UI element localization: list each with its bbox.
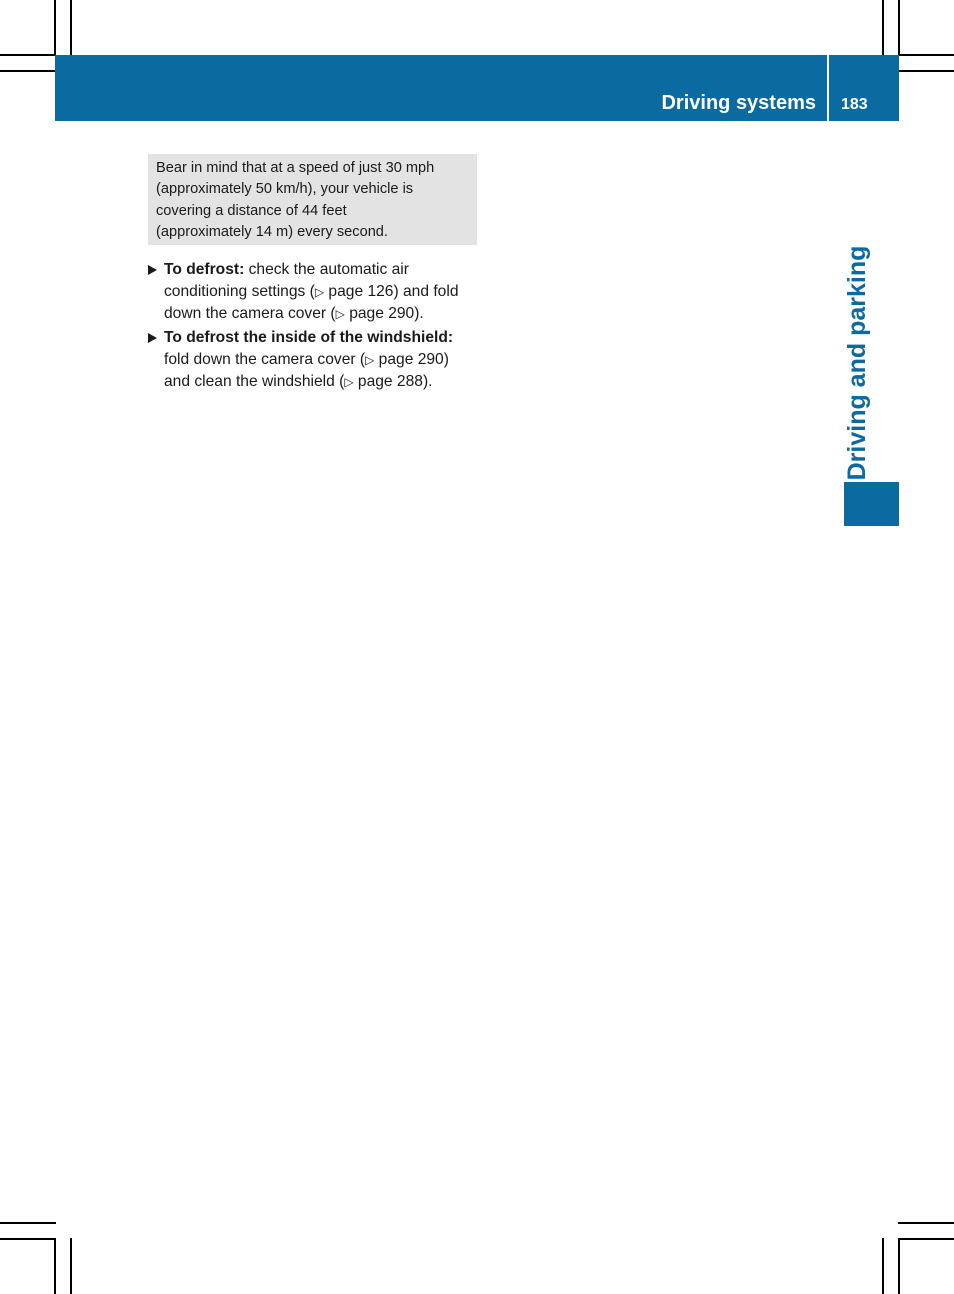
crop-mark: [0, 54, 56, 56]
page-header: [55, 55, 899, 121]
crop-mark: [70, 1238, 72, 1294]
note-line: (approximately 14 m) every second.: [156, 223, 388, 240]
crop-mark: [898, 54, 954, 56]
step-text: down the camera cover (: [164, 305, 336, 322]
step-text: ) and fold: [393, 283, 459, 300]
crop-mark: [70, 0, 72, 56]
step-arrow-icon: [148, 265, 157, 275]
crop-mark: [898, 1238, 954, 1240]
step-heading: To defrost:: [164, 261, 245, 278]
page-ref-link[interactable]: page 126: [328, 283, 394, 300]
note-line: covering a distance of 44 feet: [156, 202, 347, 219]
instruction-step: [148, 259, 488, 325]
page-ref-icon: ▷: [314, 285, 325, 299]
instruction-step: [148, 327, 488, 393]
page-ref-link[interactable]: page 290: [349, 305, 415, 322]
crop-mark: [0, 1238, 56, 1240]
crop-mark: [898, 0, 900, 56]
chapter-tab-marker: [844, 482, 899, 526]
page-number: 183: [841, 96, 868, 113]
page-ref-icon: ▷: [344, 375, 354, 389]
step-text: conditioning settings (: [164, 283, 315, 300]
step-heading: To defrost the inside of the windshield:: [164, 329, 454, 346]
header-divider: [827, 55, 829, 121]
page-ref-link[interactable]: page 288: [357, 373, 423, 390]
note-line: (approximately 50 km/h), your vehicle is: [156, 181, 414, 198]
crop-mark: [54, 0, 56, 56]
section-title: Driving systems: [661, 92, 816, 114]
crop-mark: [54, 1238, 56, 1294]
step-text: and clean the windshield (: [164, 373, 345, 390]
crop-mark: [0, 70, 56, 72]
crop-mark: [0, 1222, 56, 1224]
page-ref-link[interactable]: page 290: [378, 351, 444, 368]
note-line: Bear in mind that at a speed of just 30 mph: [156, 160, 435, 176]
crop-mark: [882, 0, 884, 56]
step-text: fold down the camera cover (: [164, 351, 366, 368]
step-text: ).: [414, 305, 424, 322]
instruction-list: [148, 259, 488, 393]
page-ref-icon: ▷: [335, 307, 345, 321]
step-text: ): [443, 351, 449, 368]
crop-mark: [898, 1222, 954, 1224]
page-ref-icon: ▷: [365, 353, 375, 367]
crop-mark: [882, 1238, 884, 1294]
step-text: check the automatic air: [244, 261, 409, 278]
step-arrow-icon: [148, 333, 157, 343]
crop-mark: [898, 70, 954, 72]
note-box: [148, 154, 477, 245]
step-text: ).: [422, 373, 433, 390]
crop-mark: [898, 1238, 900, 1294]
chapter-tab-label: Driving and parking: [843, 245, 871, 481]
